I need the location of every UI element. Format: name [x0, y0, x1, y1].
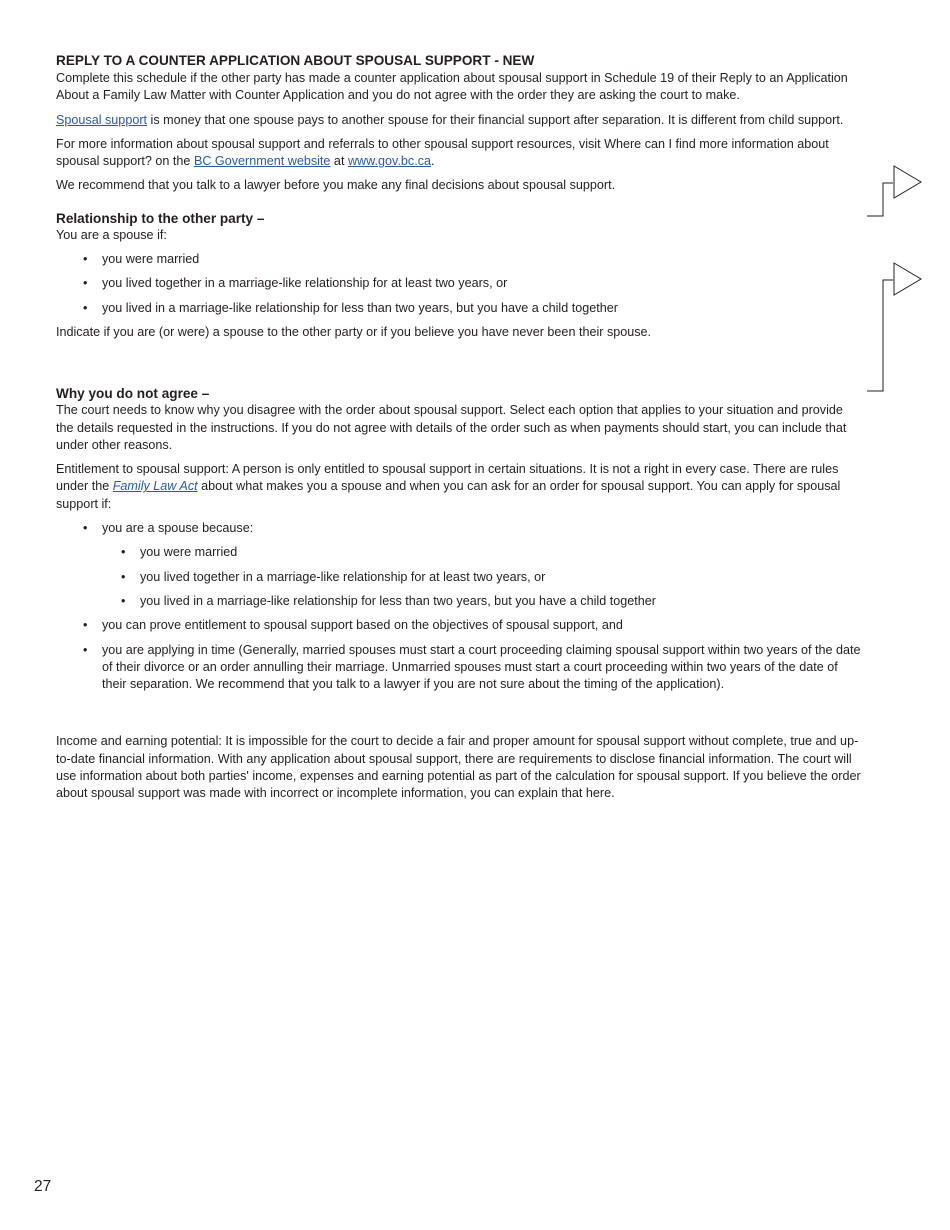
list-item: • you lived together in a marriage-like relationship for at least two years, or: [56, 275, 862, 292]
recommend-paragraph: We recommend that you talk to a lawyer before you make any final decisions about spousal support.: [56, 178, 616, 193]
more-info-after: .: [431, 154, 435, 169]
more-info-paragraph: [56, 136, 862, 171]
more-info-middle: at: [330, 154, 348, 169]
list-item: • you were married: [56, 251, 862, 268]
family-law-act-link[interactable]: Family Law Act: [112, 479, 198, 494]
list-item: • you lived in a marriage-like relationship for less than two years, but you have a child together: [56, 300, 862, 317]
relationship-lead: You are a spouse if:: [56, 227, 167, 242]
relationship-indicate: Indicate if you are (or were) a spouse to the other party or if you believe you have never been their spouse.: [56, 324, 652, 339]
definition-paragraph: [56, 112, 862, 129]
page-content: [56, 52, 862, 810]
bc-government-website-link[interactable]: BC Government website: [193, 154, 331, 169]
intro-paragraph: Complete this schedule if the other party has made a counter application about spousal support in Schedule 19 of their Reply to an Application About a Family Law Matter with Counter Application and you do not agree with the order they are asking the court to make.: [56, 71, 848, 103]
gov-bc-ca-link[interactable]: www.gov.bc.ca: [347, 154, 432, 169]
flag-marker-icon: [866, 261, 924, 395]
flag-marker-icon: [866, 163, 924, 219]
list-item: [56, 520, 862, 610]
entitlement-list: [56, 520, 862, 693]
entitlement-before: Entitlement to spousal support: A person is only entitled to spousal support in certain situations. It is not a right in every case. There are rules under the: [56, 462, 839, 494]
definition-text: is money that one spouse pays to another spouse for their financial support after separation. It is different from child support.: [147, 112, 844, 127]
list-item: • you are applying in time (Generally, married spouses must start a court proceeding claiming spousal support within two years of the date of their divorce or an order annulling their marriage. Unmarried spouses must start a court proceeding within two years of the date of their separation. We recommend that you talk to a lawyer if you are not sure about the timing of the application).: [56, 642, 862, 694]
more-info-before: For more information about spousal support and referrals to other spousal support resources, visit Where can I find more information about spousal support? on the: [56, 136, 829, 169]
list-item: • you can prove entitlement to spousal support based on the objectives of spousal support, and: [56, 617, 862, 634]
spouse-because-text: you are a spouse because:: [102, 521, 254, 536]
spousal-support-link[interactable]: Spousal support: [56, 112, 148, 127]
relationship-list: [56, 251, 862, 317]
page-number: 27: [34, 1178, 52, 1195]
sub-list-item: • you lived in a marriage-like relationship for less than two years, but you have a child together: [102, 593, 862, 610]
entitlement-paragraph: [56, 461, 862, 513]
relationship-heading: Relationship to the other party –: [56, 210, 265, 226]
income-paragraph: Income and earning potential: It is impossible for the court to decide a fair and proper amount for spousal support without complete, true and up-to-date financial information. With any application about spousal support, there are requirements to disclose financial information. The court will use information about both parties' income, expenses and earning potential as part of the calculation for spousal support. If you believe the order about spousal support was made with incorrect or incomplete information, you can explain that here.: [56, 734, 861, 801]
why-heading: Why you do not agree –: [56, 386, 210, 402]
page-title: REPLY TO A COUNTER APPLICATION ABOUT SPOUSAL SUPPORT - NEW: [56, 53, 535, 68]
sub-list-item: • you were married: [102, 544, 862, 561]
entitlement-after: about what makes you a spouse and when you can ask for an order for spousal support. You can apply for spousal support if:: [56, 479, 841, 511]
spouse-because-sublist: [102, 544, 862, 610]
why-paragraph: The court needs to know why you disagree with the order about spousal support. Select each option that applies to your situation and provide the details requested in the instructions. If you do not agree with details of the order such as when payments should start, you can include that under other reasons.: [56, 403, 847, 452]
sub-list-item: • you lived together in a marriage-like relationship for at least two years, or: [102, 569, 862, 586]
